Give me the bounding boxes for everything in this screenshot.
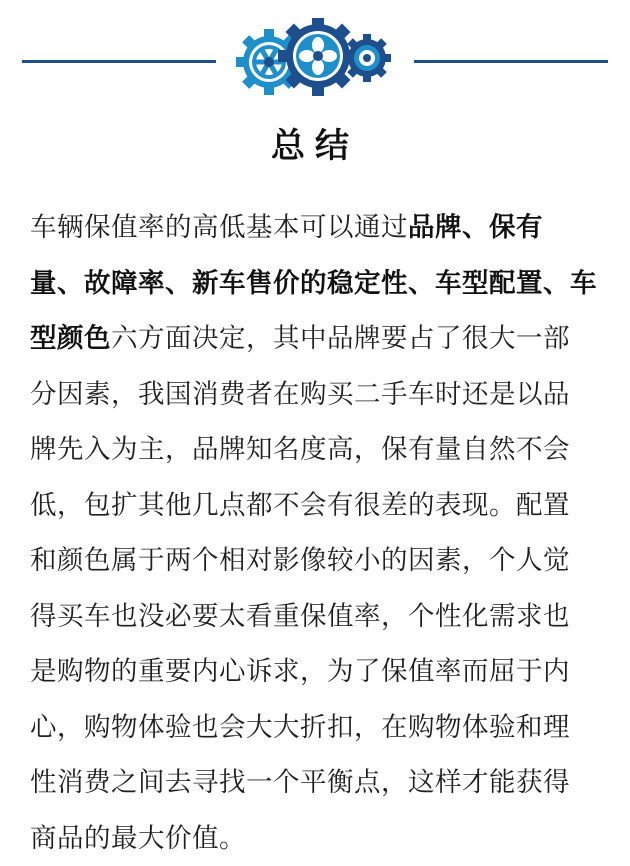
paragraph-line xyxy=(30,256,610,312)
text-segment: 车辆保值率的高低基本可以通过 xyxy=(30,212,408,243)
paragraph-line xyxy=(30,478,610,534)
text-segment: 得买车也没必要太看重保值率，个性化需求也 xyxy=(30,601,570,632)
text-segment: 低，包扩其他几点都不会有很差的表现。配置 xyxy=(30,490,570,521)
gear-icon xyxy=(343,34,391,82)
text-segment: 心，购物体验也会大大折扣，在购物体验和理 xyxy=(30,712,570,743)
paragraph-line xyxy=(30,533,610,589)
bold-text-segment: 量、故障率、新车售价的稳定性、车型配置、车 xyxy=(30,268,597,299)
header-decoration xyxy=(0,0,630,115)
bold-text-segment: 品牌、保有 xyxy=(408,212,543,243)
gears-icon xyxy=(234,18,394,100)
bold-text-segment: 型颜色 xyxy=(30,323,111,354)
text-segment: 分因素，我国消费者在购买二手车时还是以品 xyxy=(30,379,570,410)
paragraph-line xyxy=(30,700,610,756)
text-segment: 六方面决定，其中品牌要占了很大一部 xyxy=(111,323,570,354)
text-segment: 性消费之间去寻找一个平衡点，这样才能获得 xyxy=(30,767,570,798)
text-segment: 牌先入为主，品牌知名度高，保有量自然不会 xyxy=(30,434,570,465)
paragraph-line xyxy=(30,589,610,645)
paragraph-line xyxy=(30,755,610,811)
paragraph-line xyxy=(30,644,610,700)
text-segment: 是购物的重要内心诉求，为了保值率而屈于内 xyxy=(30,656,570,687)
paragraph-line xyxy=(30,367,610,423)
section-title: 总结 xyxy=(0,118,630,167)
summary-paragraph xyxy=(30,200,610,866)
text-segment: 和颜色属于两个相对影像较小的因素，个人觉 xyxy=(30,545,570,576)
paragraph-line xyxy=(30,422,610,478)
paragraph-line xyxy=(30,811,610,866)
paragraph-line xyxy=(30,311,610,367)
text-segment: 商品的最大价值。 xyxy=(30,823,246,854)
paragraph-line xyxy=(30,200,610,256)
right-divider-line xyxy=(414,60,608,63)
left-divider-line xyxy=(22,60,216,63)
